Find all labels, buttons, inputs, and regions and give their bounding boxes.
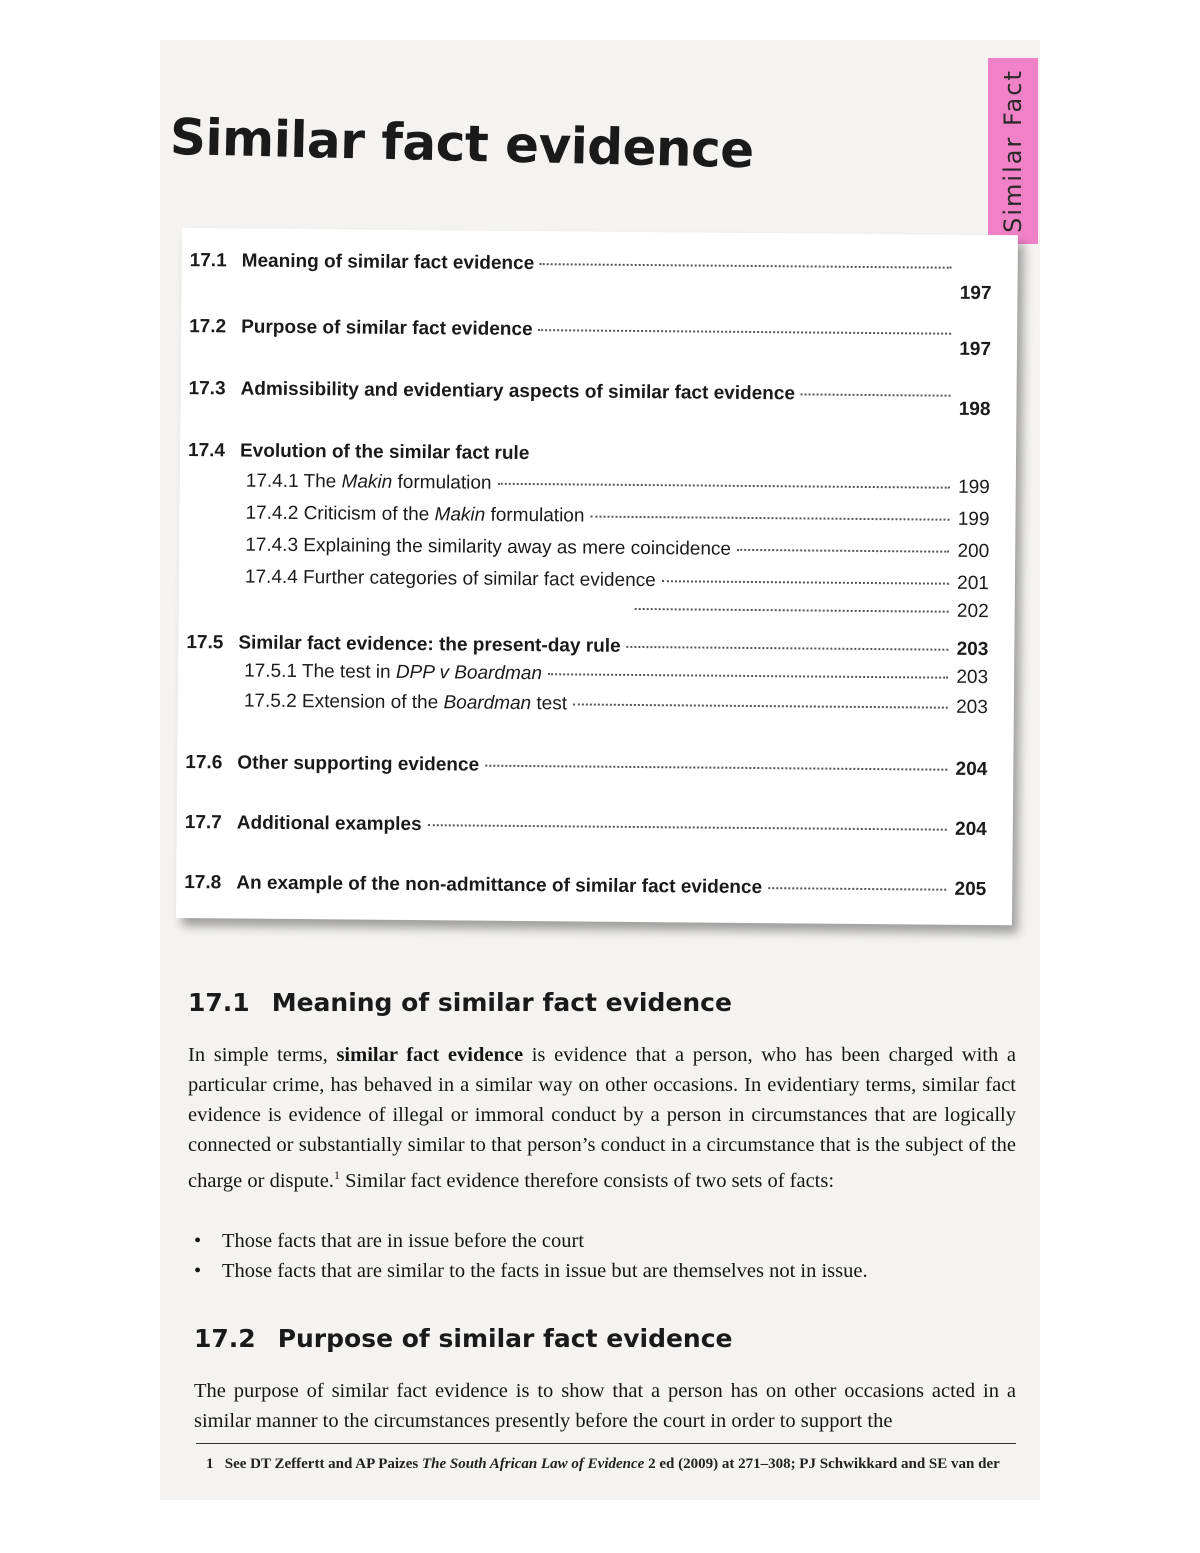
toc-entry-page: 203 [956, 638, 989, 661]
toc-subentry-page: 199 [957, 508, 990, 531]
defined-term: similar fact evidence [336, 1044, 524, 1066]
footnote-mark[interactable]: 1 [333, 1168, 340, 1182]
toc-subentry-page: 201 [957, 572, 990, 595]
toc-entry-page: 198 [958, 398, 991, 421]
toc-entry-number: 17.3 [188, 378, 226, 400]
toc-entry-page: 204 [955, 758, 988, 781]
toc-entry[interactable] [182, 250, 992, 305]
toc-entry-number: 17.5 [186, 632, 224, 654]
toc-leader-dots [590, 516, 949, 521]
toc-subentry[interactable] [179, 594, 989, 623]
toc-subentry-page: 202 [956, 600, 989, 623]
toc-subentry-title: 17.5.1 The test in DPP v Boardman [244, 660, 543, 685]
section-paragraph: The purpose of similar fact evidence is to show that a person has on other occasions acted in a similar manner to the circumstances presently before the court in order to support the [194, 1380, 1016, 1432]
toc-subentry[interactable] [179, 566, 989, 595]
section-heading [188, 988, 732, 1017]
toc-entry-page: 197 [959, 338, 992, 361]
footnote-number: 1 [206, 1456, 214, 1472]
toc-leader-dots [737, 549, 949, 553]
toc-entry-page: 197 [959, 282, 992, 305]
toc-leader-dots [573, 703, 948, 708]
toc-subentry[interactable] [179, 502, 989, 531]
toc-leader-dots [485, 765, 947, 771]
toc-entry[interactable] [178, 632, 988, 661]
toc-leader-dots [662, 580, 949, 585]
toc-entry-number: 17.4 [187, 440, 226, 462]
list-item: • Those facts that are in issue before the court [190, 1226, 1010, 1256]
toc-entry-title: Evolution of the similar fact rule [239, 440, 530, 465]
paragraph-text: In simple terms, [188, 1044, 337, 1066]
toc-subentry-page: 200 [957, 540, 990, 563]
toc-subentry[interactable] [178, 690, 988, 719]
section-heading [194, 1324, 733, 1353]
toc-leader-dots [498, 483, 950, 489]
toc-subentry-title: 17.4.3 Explaining the similarity away as mere coincidence [245, 534, 732, 560]
footnote-book-title: The South African Law of Evidence [421, 1456, 645, 1472]
paragraph-text: Similar fact evidence therefore consists of two sets of facts: [339, 1169, 835, 1192]
toc-entry-number: 17.8 [184, 872, 222, 894]
toc-subentry[interactable] [178, 660, 988, 689]
toc-subentry-title: 17.4.1 The Makin formulation [245, 470, 492, 494]
toc-entry-title: Admissibility and evidentiary aspects of similar fact evidence [240, 378, 796, 405]
footnote-text: 2 ed (2009) at 271–308; PJ Schwikkard and SE van der [644, 1456, 1000, 1472]
toc-entry-title: An example of the non-admittance of similar fact evidence [236, 872, 763, 899]
sticky-note-label: Similar Fact [999, 69, 1027, 233]
section-paragraph [188, 1040, 1016, 1196]
toc-entry-number: 17.7 [184, 812, 222, 834]
toc-entry-title: Purpose of similar fact evidence [241, 316, 533, 341]
section-title: Meaning of similar fact evidence [271, 988, 732, 1017]
bullet-list [190, 1226, 1010, 1286]
toc-entry[interactable] [181, 316, 992, 361]
footnote [206, 1456, 1000, 1473]
toc-entry-number: 17.2 [189, 316, 227, 338]
toc-subentry-page: 199 [957, 476, 990, 499]
toc-entry-title: Additional examples [236, 812, 422, 836]
toc-entry-title: Other supporting evidence [237, 752, 480, 776]
toc-leader-dots [768, 887, 946, 891]
toc-entry[interactable] [180, 378, 991, 421]
toc-entry-number: 17.1 [189, 250, 227, 272]
toc-subentry-page: 203 [956, 666, 989, 689]
toc-entry-page: 205 [954, 878, 987, 901]
toc-entry[interactable] [180, 440, 990, 469]
section-title: Purpose of similar fact evidence [277, 1324, 733, 1353]
toc-subentry-page: 203 [956, 696, 988, 719]
toc-subentry[interactable] [180, 470, 990, 499]
footnote-divider [196, 1443, 1016, 1444]
toc-subentry-title: 17.4.2 Criticism of the Makin formulation [245, 502, 585, 527]
footnote-text: See DT Zeffertt and AP Paizes [224, 1456, 422, 1472]
section-number: 17.1 [188, 988, 250, 1017]
toc-subentry[interactable] [179, 534, 989, 563]
toc-entry[interactable] [177, 812, 987, 841]
toc-subentry-title: 17.4.4 Further categories of similar fact evidence [244, 566, 656, 592]
toc-entry-page: 204 [954, 818, 987, 841]
toc-leader-dots [539, 329, 952, 335]
list-item: • Those facts that are similar to the facts in issue but are themselves not in issue. [190, 1256, 1010, 1286]
toc-leader-dots [548, 673, 948, 678]
sticky-note-tab [988, 58, 1038, 244]
chapter-title: Similar fact evidence [169, 108, 755, 180]
toc-leader-dots [627, 646, 949, 651]
toc-leader-dots [428, 824, 947, 831]
toc-leader-dots [801, 393, 951, 396]
paragraph-text: is evidence that a person, who has been charged with a particular crime, has behaved in a similar way on other occasions. In evidentiary terms, similar fact evidence is evidence of illegal or immoral conduct by a person in circumstances that are logically connected or substantially similar to that person’s conduct in a circumstance that is the subject of the charge or dispute. [188, 1044, 1016, 1192]
toc-entry-title: Similar fact evidence: the present-day rule [238, 632, 621, 657]
table-of-contents [176, 228, 1018, 925]
toc-entry-title: Meaning of similar fact evidence [241, 250, 535, 275]
toc-entry-number: 17.6 [185, 752, 223, 774]
toc-entry[interactable] [176, 872, 986, 901]
toc-leader-dots [540, 263, 952, 269]
section-number: 17.2 [194, 1324, 256, 1353]
toc-leader-dots [635, 608, 949, 613]
toc-subentry-title: 17.5.2 Extension of the Boardman test [243, 690, 568, 715]
toc-entry[interactable] [177, 752, 987, 781]
